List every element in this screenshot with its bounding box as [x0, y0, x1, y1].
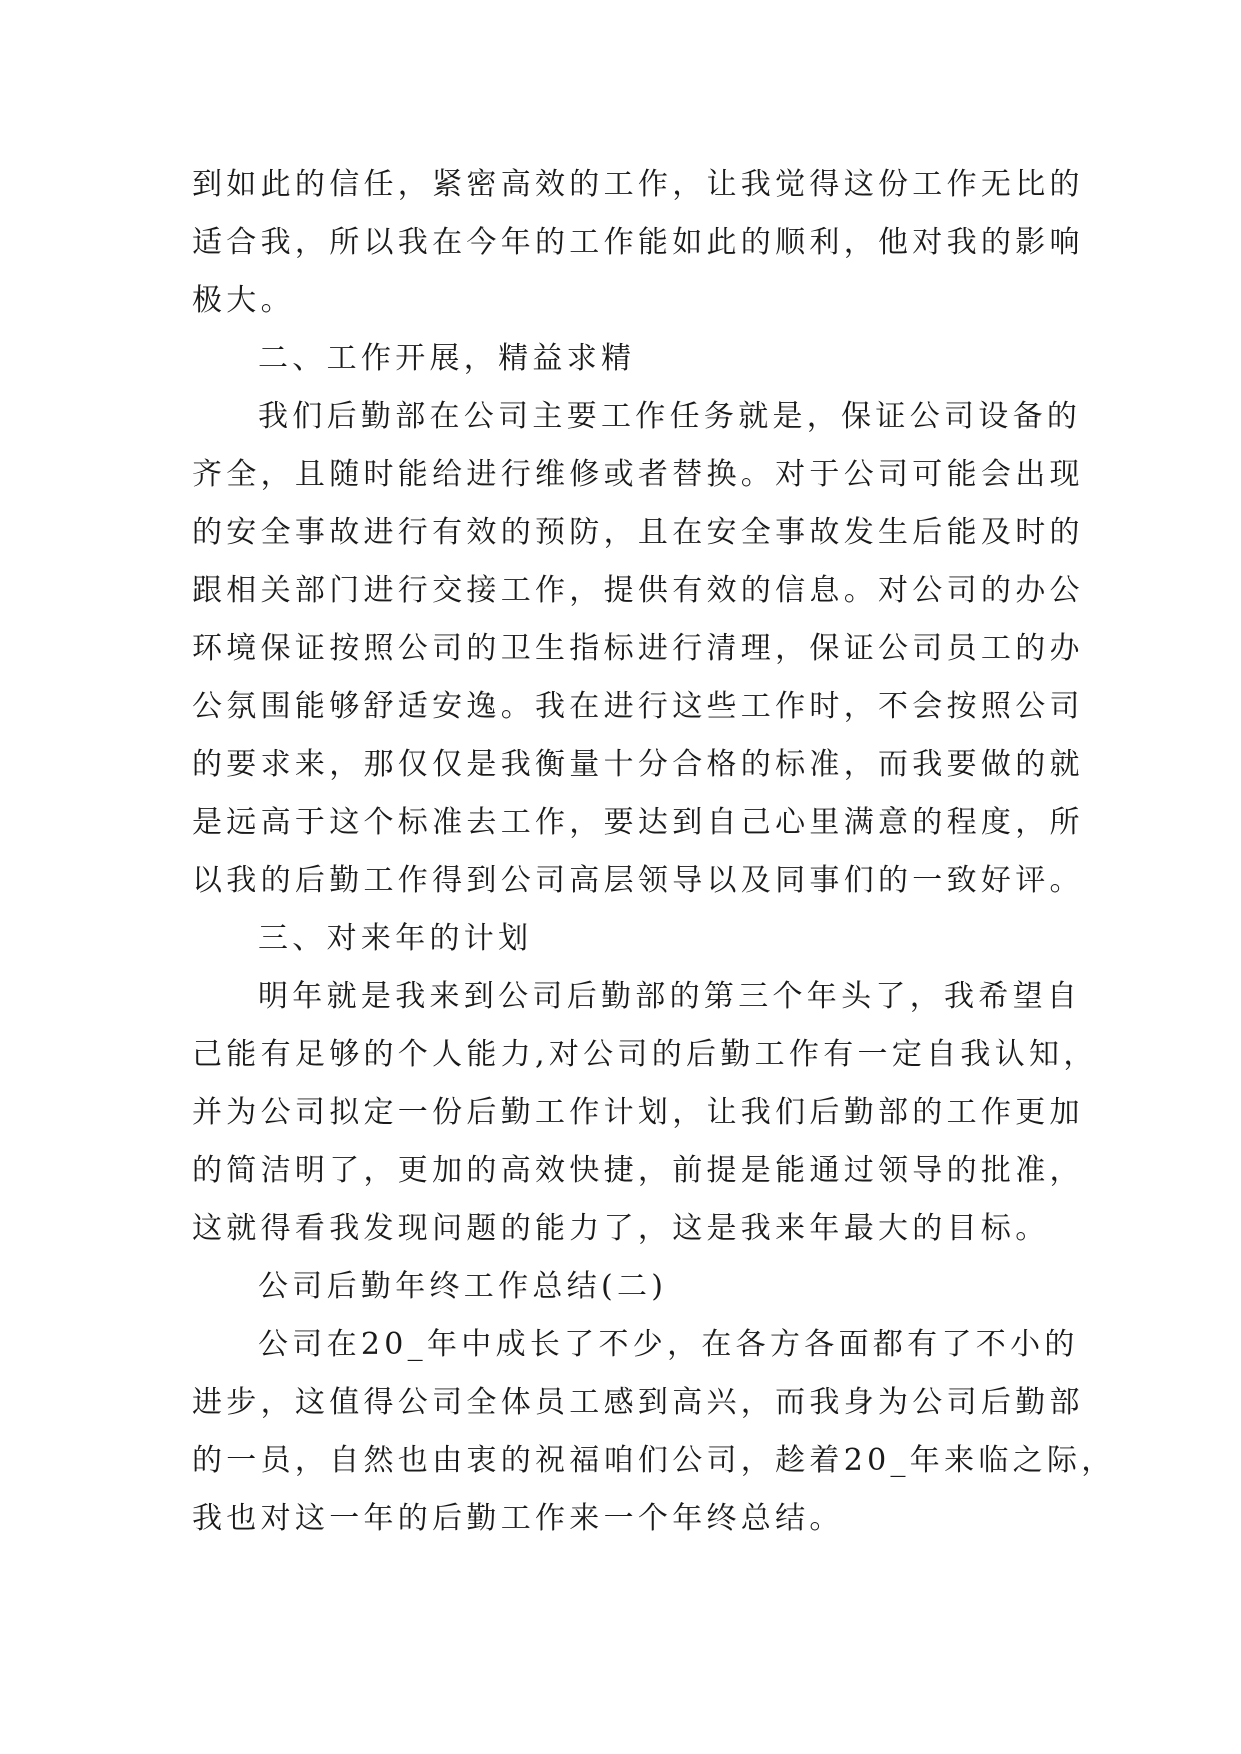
text-line: 明年就是我来到公司后勤部的第三个年头了，我希望自	[258, 979, 1082, 1014]
text-line: 并为公司拟定一份后勤工作计划，让我们后勤部的工作更加	[192, 1095, 1084, 1130]
document-body	[192, 156, 1116, 1548]
text-line: 极大。	[192, 283, 295, 318]
text-line: 齐全，且随时能给进行维修或者替换。对于公司可能会出现	[192, 457, 1084, 492]
text-line: 公司在20_年中成长了不少，在各方各面都有了不小的	[258, 1327, 1079, 1362]
text-line: 到如此的信任，紧密高效的工作，让我觉得这份工作无比的	[192, 167, 1084, 202]
text-line: 跟相关部门进行交接工作，提供有效的信息。对公司的办公	[192, 573, 1084, 608]
text-line: 环境保证按照公司的卫生指标进行清理，保证公司员工的办	[192, 631, 1084, 666]
text-line: 三、对来年的计划	[258, 921, 533, 956]
text-line: 公司后勤年终工作总结(二)	[258, 1269, 668, 1304]
text-line: 这就得看我发现问题的能力了，这是我来年最大的目标。	[192, 1211, 1050, 1246]
text-line: 是远高于这个标准去工作，要达到自己心里满意的程度，所	[192, 805, 1084, 840]
text-line: 我也对这一年的后勤工作来一个年终总结。	[192, 1501, 844, 1536]
text-line: 的要求来，那仅仅是我衡量十分合格的标准，而我要做的就	[192, 747, 1084, 782]
text-line: 公氛围能够舒适安逸。我在进行这些工作时，不会按照公司	[192, 689, 1084, 724]
text-line: 二、工作开展，精益求精	[258, 341, 636, 376]
text-line: 以我的后勤工作得到公司高层领导以及同事们的一致好评。	[192, 863, 1084, 898]
text-line: 的一员，自然也由衷的祝福咱们公司，趁着20_年来临之际，	[192, 1443, 1116, 1478]
text-line: 的简洁明了，更加的高效快捷，前提是能通过领导的批准，	[192, 1153, 1084, 1188]
text-line: 进步，这值得公司全体员工感到高兴，而我身为公司后勤部	[192, 1385, 1084, 1420]
text-line: 我们后勤部在公司主要工作任务就是，保证公司设备的	[258, 399, 1082, 434]
text-line: 己能有足够的个人能力,对公司的后勤工作有一定自我认知，	[192, 1037, 1098, 1072]
text-line: 的安全事故进行有效的预防，且在安全事故发生后能及时的	[192, 515, 1084, 550]
text-line: 适合我，所以我在今年的工作能如此的顺利，他对我的影响	[192, 225, 1084, 260]
